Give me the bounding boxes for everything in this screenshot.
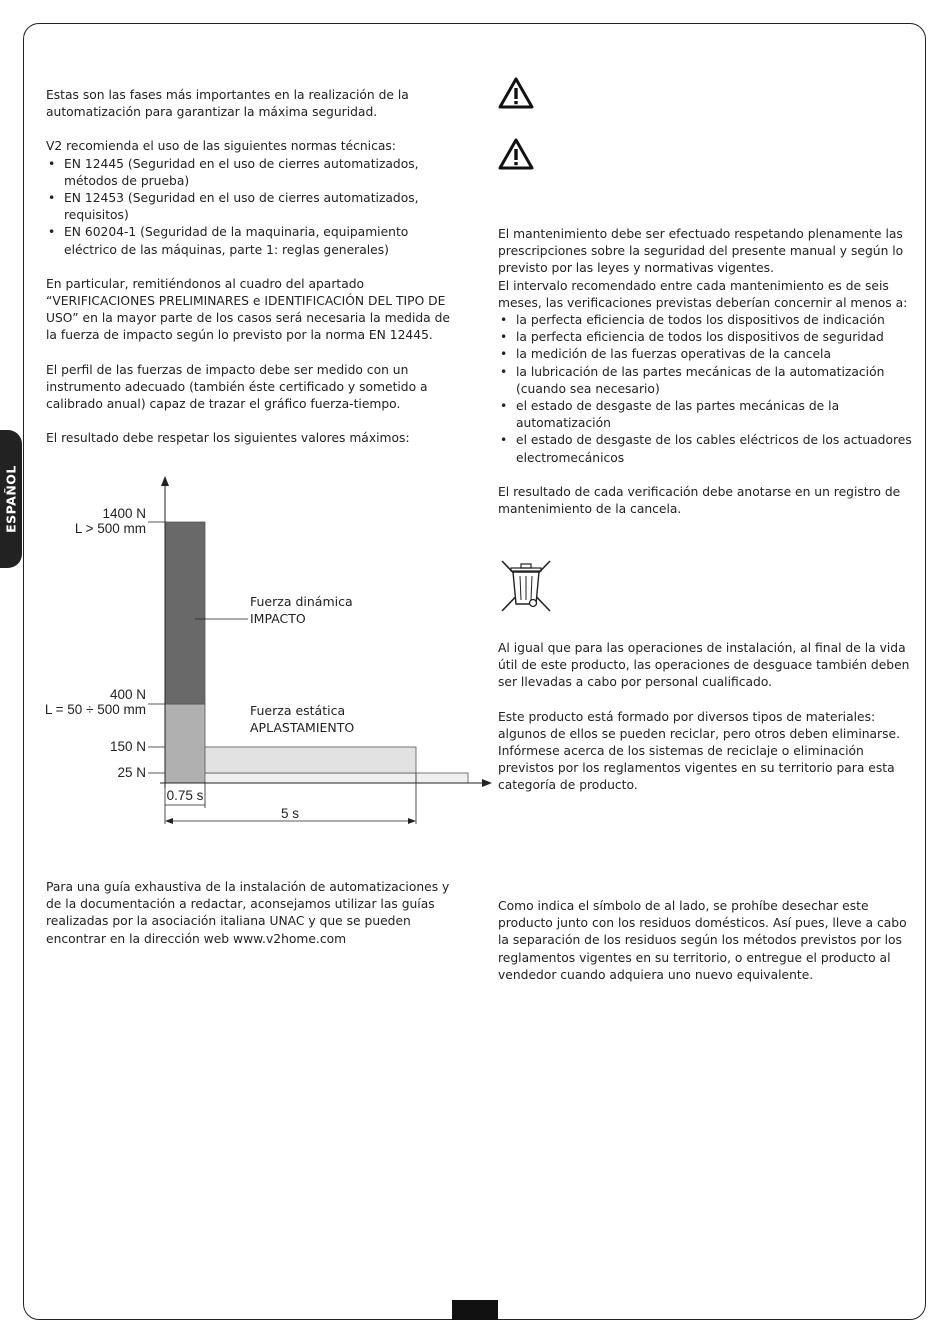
check-item: • la lubricación de las partes mecánicas de la automatización (cuando sea necesario): [498, 364, 913, 398]
unac-paragraph: Para una guía exhaustiva de la instalación de automatizaciones y de la documentación a redactar, aconsejamos utilizar las guías realizadas por la asociación italiana UNAC y que se pueden encontrar en la dirección web www.v2home.com: [46, 880, 450, 946]
profile-paragraph: El perfil de las fuerzas de impacto debe ser medido con un instrumento adecuado (también éste certificado y sometido a calibrado anual) capaz de trazar el gráfico fuerza-tiempo.: [46, 362, 428, 412]
result-paragraph: El resultado debe respetar los siguientes valores máximos:: [46, 431, 410, 446]
y-tick-label: L = 50 ÷ 500 mm: [44, 702, 146, 717]
y-tick-label: 150 N: [109, 739, 146, 754]
crossed-out-bin-icon: [498, 558, 554, 614]
check-item: • la perfecta eficiencia de todos los dispositivos de indicación: [498, 312, 913, 329]
norm-item: • EN 12453 (Seguridad en el uso de cierres automatizados, requisitos): [46, 190, 456, 224]
y-tick-label: L > 500 mm: [74, 521, 146, 536]
series-label: Fuerza estática: [250, 703, 346, 718]
left-text-bottom: [46, 879, 456, 948]
dynamic-force-lower: [165, 704, 205, 783]
language-tab-label: ESPAÑOL: [3, 465, 19, 533]
y-tick-label: 400 N: [109, 687, 146, 702]
y-axis-arrow: [161, 476, 169, 486]
intro-paragraph: Estas son las fases más importantes en la realización de la automatización para garantizar la máxima seguridad.: [46, 88, 409, 120]
dim-arrow-left: [165, 818, 173, 824]
norm-item: • EN 60204-1 (Seguridad de la maquinaria, equipamiento eléctrico de las máquinas, parte 1: reglas generales): [46, 224, 456, 258]
series-label: Fuerza dinámica: [250, 594, 353, 609]
warning-triangle-icon: [498, 77, 534, 109]
weee-section: [498, 898, 913, 984]
x-axis-arrow: [482, 779, 492, 787]
force-time-chart: [40, 470, 500, 830]
x-tick-label: 0.75 s: [166, 788, 204, 803]
check-item: • la perfecta eficiencia de todos los dispositivos de seguridad: [498, 329, 913, 346]
disposal-paragraph: Al igual que para las operaciones de instalación, al final de la vida útil de este producto, las operaciones de desguace también deben ser llevadas a cabo por personal cualificado.: [498, 641, 910, 690]
maintenance-paragraph: El mantenimiento debe ser efectuado respetando plenamente las prescripciones sobre la seguridad del presente manual y según lo previsto por las leyes y normativas vigentes.: [498, 227, 904, 276]
language-tab: [0, 430, 22, 568]
norm-item: • EN 12445 (Seguridad en el uso de cierres automatizados, métodos de prueba): [46, 156, 456, 190]
weee-paragraph: Como indica el símbolo de al lado, se prohíbe desechar este producto junto con los residuos domésticos. Así pues, lleve a cabo la separación de los residuos según los métodos previstos por los reglamentos vigentes en su territorio, o entregue el producto al vendedor cuando adquiera uno nuevo equivalente.: [498, 899, 907, 982]
dynamic-force-upper: [165, 522, 205, 704]
warning-triangle-icon: [498, 138, 534, 170]
y-tick-label: 25 N: [117, 765, 146, 780]
maintenance-section: [498, 226, 913, 518]
impact-paragraph: En particular, remitiéndonos al cuadro del apartado “VERIFICACIONES PRELIMINARES e IDENTIFICACIÓN DEL TIPO DE USO” en la mayor parte de los casos será necesaria la medida de la fuerza de impacto según lo previsto por la norma EN 12445.: [46, 276, 450, 343]
check-item: • la medición de las fuerzas operativas de la cancela: [498, 346, 913, 363]
record-paragraph: El resultado de cada verificación debe anotarse en un registro de mantenimiento de la cancela.: [498, 484, 901, 517]
residual-band: [165, 773, 468, 783]
check-item: • el estado de desgaste de las partes mecánicas de la automatización: [498, 398, 913, 432]
norms-list: [46, 156, 456, 259]
series-label: IMPACTO: [250, 611, 306, 626]
series-label: APLASTAMIENTO: [250, 720, 355, 735]
check-item: • el estado de desgaste de los cables eléctricos de los actuadores electromecánicos: [498, 432, 913, 466]
materials-paragraph: Este producto está formado por diversos tipos de materiales: algunos de ellos se pueden reciclar, pero otros deben eliminarse. Infórmese acerca de los sistemas de reciclaje o eliminación previstos por los reglamentos vigentes en su territorio para esta categoría de producto.: [498, 709, 900, 793]
disposal-section: [498, 640, 913, 795]
norms-intro: V2 recomienda el uso de las siguientes normas técnicas:: [46, 139, 396, 154]
x-tick-label: 5 s: [280, 806, 300, 821]
dim-arrow-right: [408, 818, 416, 824]
checks-list: [498, 312, 913, 467]
interval-paragraph: El intervalo recomendado entre cada mantenimiento es de seis meses, las verificaciones previstas deberían concernir al menos a:: [498, 278, 908, 310]
page-number-box: [452, 1300, 498, 1320]
y-tick-label: 1400 N: [102, 506, 146, 521]
left-text-top: [46, 87, 456, 447]
